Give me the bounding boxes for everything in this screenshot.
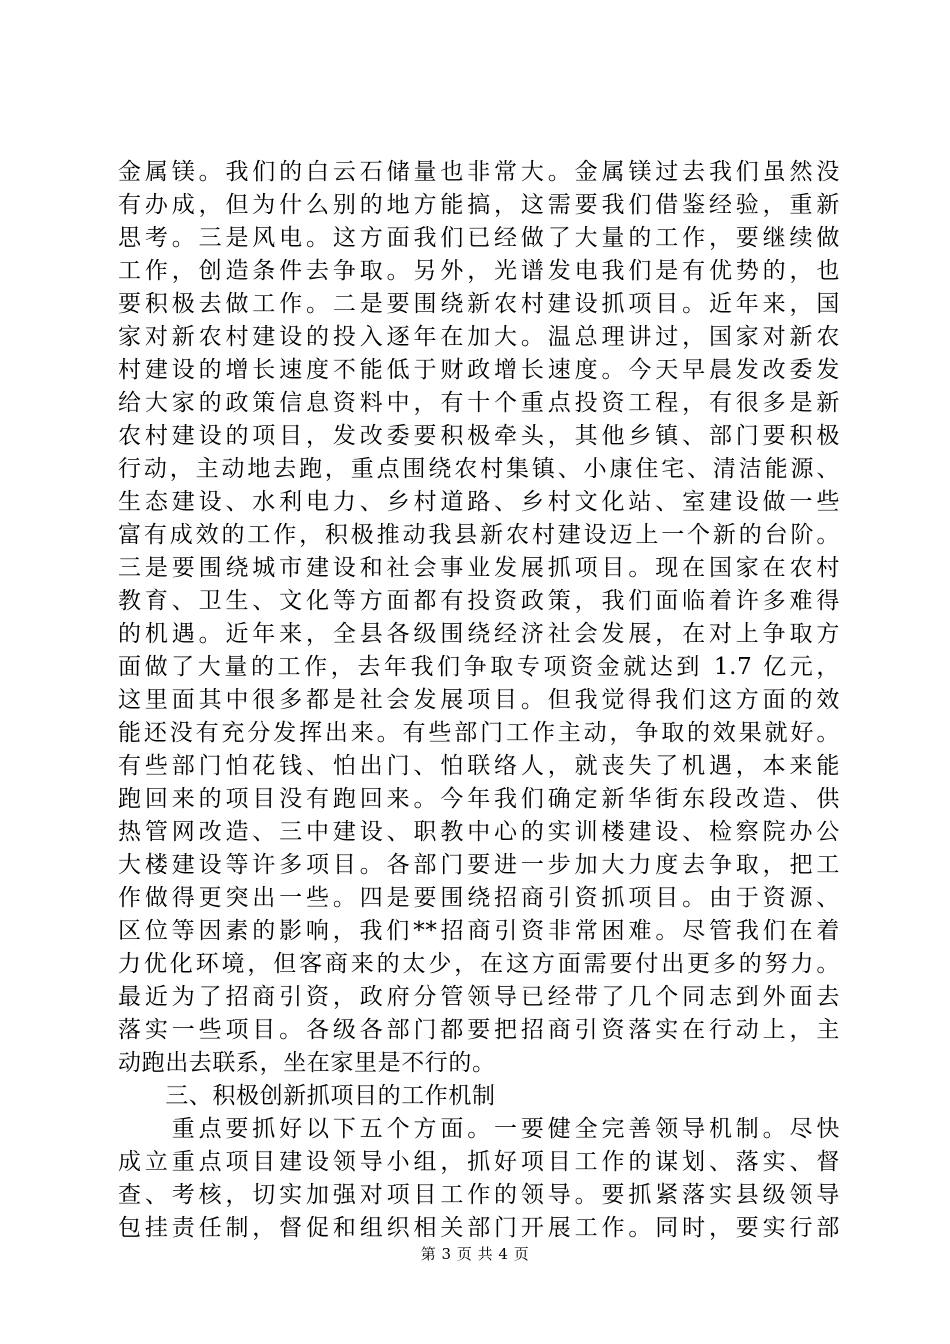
text-line: 力优化环境，但客商来的太少，在这方面需要付出更多的努力。 <box>118 951 840 977</box>
text-line: 的机遇。近年来，全县各级围绕经济社会发展，在对上争取方 <box>118 621 840 647</box>
text-line: 大楼建设等许多项目。各部门要进一步加大力度去争取，把工 <box>118 852 840 878</box>
text-line: 这里面其中很多都是社会发展项目。但我觉得我们这方面的效 <box>118 687 840 713</box>
text-line: 热管网改造、三中建设、职教中心的实训楼建设、检察院办公 <box>118 819 840 845</box>
text-line: 包挂责任制，督促和组织相关部门开展工作。同时，要实行部 <box>118 1215 840 1241</box>
text-line: 有办成，但为什么别的地方能搞，这需要我们借鉴经验，重新 <box>118 192 840 218</box>
text-line: 成立重点项目建设领导小组，抓好项目工作的谋划、落实、督 <box>118 1149 840 1175</box>
text-line: 工作，创造条件去争取。另外，光谱发电我们是有优势的，也 <box>118 258 840 284</box>
text-line: 三、积极创新抓项目的工作机制 <box>118 1083 496 1109</box>
text-line: 农村建设的项目，发改委要积极牵头，其他乡镇、部门要积极 <box>118 423 840 449</box>
text-line: 要积极去做工作。二是要围绕新农村建设抓项目。近年来，国 <box>118 291 840 317</box>
text-line: 最近为了招商引资，政府分管领导已经带了几个同志到外面去 <box>118 984 840 1010</box>
text-line: 查、考核，切实加强对项目工作的领导。要抓紧落实县级领导 <box>118 1182 840 1208</box>
text-line: 生态建设、水利电力、乡村道路、乡村文化站、室建设做一些 <box>118 489 840 515</box>
text-line: 富有成效的工作，积极推动我县新农村建设迈上一个新的台阶。 <box>118 522 840 548</box>
text-line: 能还没有充分发挥出来。有些部门工作主动，争取的效果就好。 <box>118 720 840 746</box>
text-line: 落实一些项目。各级各部门都要把招商引资落实在行动上，主 <box>118 1017 840 1043</box>
text-line: 家对新农村建设的投入逐年在加大。温总理讲过，国家对新农 <box>118 324 840 350</box>
text-line: 作做得更突出一些。四是要围绕招商引资抓项目。由于资源、 <box>118 885 840 911</box>
text-line: 区位等因素的影响，我们**招商引资非常困难。尽管我们在着 <box>118 918 840 944</box>
text-line: 给大家的政策信息资料中，有十个重点投资工程，有很多是新 <box>118 390 840 416</box>
text-line: 思考。三是风电。这方面我们已经做了大量的工作，要继续做 <box>118 225 840 251</box>
text-line: 动跑出去联系，坐在家里是不行的。 <box>118 1050 496 1076</box>
text-line: 跑回来的项目没有跑回来。今年我们确定新华街东段改造、供 <box>118 786 840 812</box>
text-line: 村建设的增长速度不能低于财政增长速度。今天早晨发改委发 <box>118 357 840 383</box>
text-line: 行动，主动地去跑，重点围绕农村集镇、小康住宅、清洁能源、 <box>118 456 840 482</box>
text-line: 有些部门怕花钱、怕出门、怕联络人，就丧失了机遇，本来能 <box>118 753 840 779</box>
body-text <box>118 156 840 1245</box>
text-line: 面做了大量的工作，去年我们争取专项资金就达到 1.7 亿元， <box>118 654 840 680</box>
page-footer: 第 3 页 共 4 页 <box>420 1245 530 1263</box>
text-line: 教育、卫生、文化等方面都有投资政策，我们面临着许多难得 <box>118 588 840 614</box>
text-line: 三是要围绕城市建设和社会事业发展抓项目。现在国家在农村 <box>118 555 840 581</box>
text-line: 重点要抓好以下五个方面。一要健全完善领导机制。尽快 <box>118 1116 840 1142</box>
text-line: 金属镁。我们的白云石储量也非常大。金属镁过去我们虽然没 <box>118 159 840 185</box>
